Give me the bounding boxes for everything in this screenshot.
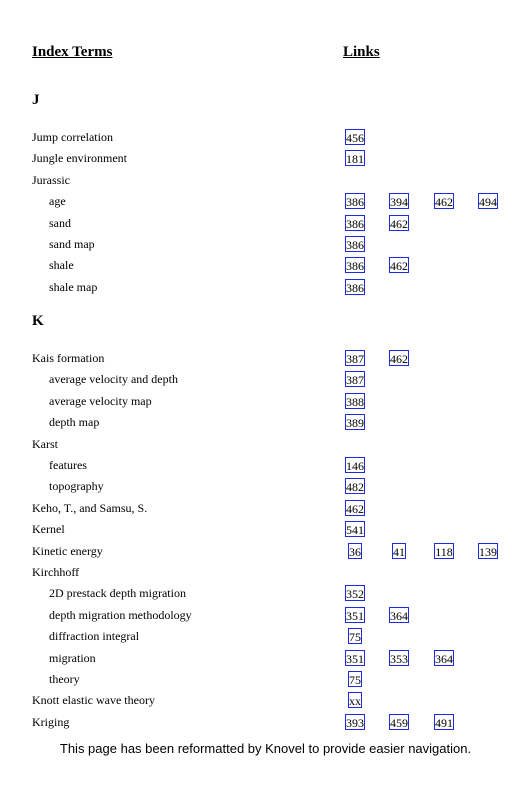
page-link[interactable]: 351: [346, 608, 364, 623]
index-entry: [0, 585, 531, 603]
subterm-label: shale map: [49, 279, 98, 294]
page-link[interactable]: 394: [390, 195, 408, 210]
index-entry: [0, 371, 531, 389]
subterm-label: 2D prestack depth migration: [49, 586, 186, 601]
page-link[interactable]: 364: [435, 651, 453, 666]
index-entry: [0, 236, 531, 254]
index-entry: [0, 521, 531, 539]
links-header: Links: [343, 44, 380, 60]
page-link[interactable]: 462: [346, 501, 364, 516]
term-label: Kriging: [32, 714, 70, 729]
index-entry: [0, 671, 531, 689]
subterm-label: age: [49, 194, 66, 209]
page-link[interactable]: 482: [346, 480, 364, 495]
page-link[interactable]: 386: [346, 195, 364, 210]
page-link[interactable]: 462: [390, 352, 408, 366]
page-link[interactable]: 36: [349, 544, 361, 559]
index-entry: [0, 414, 531, 432]
page-link[interactable]: 389: [346, 416, 364, 431]
page-link[interactable]: 541: [346, 523, 364, 538]
index-entry: [0, 193, 531, 211]
index-entry: [0, 215, 531, 233]
index-entry: [0, 129, 531, 147]
term-label: Jungle environment: [32, 151, 127, 166]
page-link[interactable]: 393: [346, 715, 364, 730]
index-entry: [0, 714, 531, 732]
page-link[interactable]: 41: [393, 544, 405, 559]
subterm-label: sand: [49, 215, 71, 230]
term-label: Jurassic: [32, 172, 70, 187]
page-link[interactable]: 386: [346, 280, 364, 295]
page-link[interactable]: 351: [346, 651, 364, 666]
index-entry: [0, 628, 531, 646]
page-link[interactable]: 75: [349, 630, 361, 645]
index-entry: [0, 257, 531, 275]
page-link[interactable]: 386: [346, 216, 364, 231]
subterm-label: average velocity and depth: [49, 372, 178, 387]
index-entry: [0, 692, 531, 710]
subterm-label: theory: [49, 672, 80, 686]
page-link[interactable]: 387: [346, 373, 364, 388]
knovel-footer-note: This page has been reformatted by Knovel to provide easier navigation.: [59, 741, 472, 756]
index-entry: [0, 543, 531, 561]
page-link[interactable]: 388: [346, 394, 364, 409]
index-terms-header: Index Terms: [32, 44, 113, 60]
subterm-label: topography: [49, 479, 104, 494]
subterm-label: migration: [49, 650, 96, 665]
subterm-label: diffraction integral: [49, 629, 140, 644]
subterm-label: sand map: [49, 237, 95, 251]
index-entry: [0, 650, 531, 668]
term-label: Karst: [32, 436, 58, 451]
index-entry: [0, 350, 531, 368]
subterm-label: average velocity map: [49, 393, 152, 408]
page-link[interactable]: 352: [346, 587, 364, 602]
subterm-label: features: [49, 458, 87, 472]
page-link[interactable]: 494: [479, 195, 497, 210]
subterm-label: shale: [49, 258, 74, 273]
page-link[interactable]: 459: [390, 715, 408, 730]
term-label: Kais formation: [32, 351, 105, 365]
term-label: Jump correlation: [32, 130, 113, 144]
page-link[interactable]: xx: [349, 694, 361, 709]
page-link[interactable]: 364: [390, 608, 408, 623]
page-link[interactable]: 139: [479, 544, 497, 559]
term-label: Kernel: [32, 522, 65, 537]
page-link[interactable]: 146: [346, 459, 364, 473]
subterm-label: depth map: [49, 415, 100, 430]
index-entry: [0, 172, 531, 190]
index-entry: [0, 279, 531, 297]
term-label: Kinetic energy: [32, 543, 103, 558]
index-entry: [0, 150, 531, 168]
section-letter: K: [32, 313, 44, 329]
term-label: Knott elastic wave theory: [32, 693, 155, 708]
index-entry: [0, 564, 531, 582]
index-entry: [0, 478, 531, 496]
section-letter: J: [32, 92, 40, 108]
page-link[interactable]: 387: [346, 352, 364, 366]
term-label: Kirchhoff: [32, 565, 80, 579]
page-link[interactable]: 456: [346, 131, 364, 145]
page-link[interactable]: 491: [435, 715, 453, 730]
page-link[interactable]: 118: [435, 544, 453, 559]
page-link[interactable]: 75: [349, 673, 361, 687]
page-link[interactable]: 181: [346, 152, 364, 167]
page-link[interactable]: 386: [346, 259, 364, 274]
page-link[interactable]: 386: [346, 238, 364, 252]
term-label: Keho, T., and Samsu, S.: [32, 500, 148, 515]
page-link[interactable]: 462: [390, 259, 408, 274]
page-link[interactable]: 353: [390, 651, 408, 666]
page-link[interactable]: 462: [435, 195, 453, 210]
subterm-label: depth migration methodology: [49, 607, 192, 622]
index-entry: [0, 500, 531, 518]
index-entry: [0, 607, 531, 625]
index-entry: [0, 457, 531, 475]
index-entry: [0, 436, 531, 454]
index-entry: [0, 393, 531, 411]
page-link[interactable]: 462: [390, 216, 408, 231]
